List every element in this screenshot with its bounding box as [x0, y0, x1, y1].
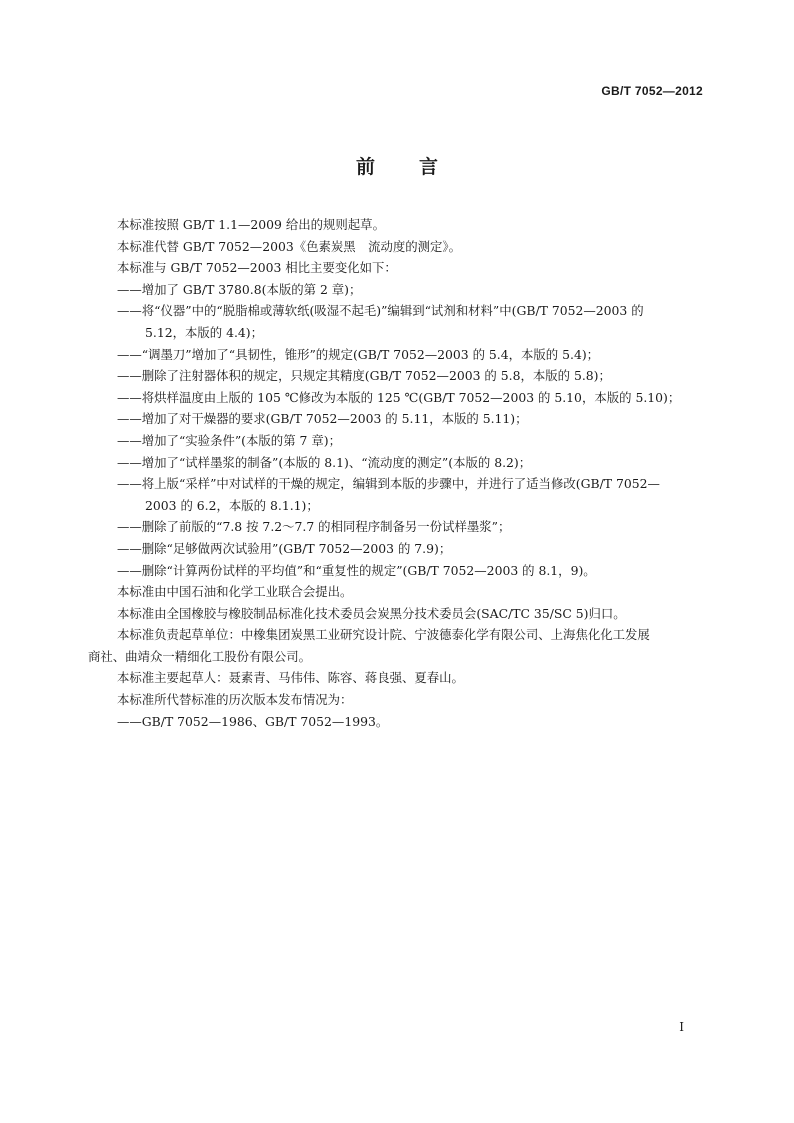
change-item: ——删除了前版的“7.8 按 7.2～7.7 的相同程序制备另一份试样墨浆”； [117, 519, 511, 535]
paragraph: 本标准由中国石油和化学工业联合会提出。 [117, 584, 353, 600]
change-item: ——删除了注射器体积的规定，只规定其精度(GB/T 7052—2003 的 5.8，本版的 5.8)； [117, 368, 611, 384]
history-item: ——GB/T 7052—1986、GB/T 7052—1993。 [117, 713, 389, 729]
paragraph: 本标准所代替标准的历次版本发布情况为： [117, 692, 353, 708]
change-item: ——增加了 GB/T 3780.8(本版的第 2 章)； [117, 281, 362, 297]
change-item: ——增加了“试样墨浆的制备”(本版的 8.1)、“流动度的测定”(本版的 8.2)； [117, 454, 532, 470]
paragraph: 本标准主要起草人：聂素青、马伟伟、陈容、蒋良强、夏春山。 [117, 670, 464, 686]
paragraph: 本标准由全国橡胶与橡胶制品标准化技术委员会炭黑分技术委员会(SAC/TC 35/SC 5)归口。 [117, 605, 626, 621]
foreword-body [88, 214, 707, 732]
paragraph: 本标准按照 GB/T 1.1—2009 给出的规则起草。 [117, 217, 385, 232]
paragraph: 本标准代替 GB/T 7052—2003《色素炭黑 流动度的测定》。 [117, 238, 461, 254]
change-item-continuation: 5.12，本版的 4.4)； [145, 324, 264, 340]
paragraph: 本标准与 GB/T 7052—2003 相比主要变化如下： [117, 260, 397, 276]
change-item: ——将上版“采样”中对试样的干燥的规定，编辑到本版的步骤中，并进行了适当修改(GB/T 7052— [117, 476, 660, 492]
change-item: ——删除“计算两份试样的平均值”和“重复性的规定”(GB/T 7052—2003 的 8.1，9)。 [117, 562, 596, 578]
change-item-continuation: 2003 的 6.2，本版的 8.1.1)； [145, 497, 319, 513]
change-item: ——将烘样温度由上版的 105 ℃修改为本版的 125 ℃(GB/T 7052—2003 的 5.10，本版的 5.10)； [117, 389, 681, 405]
paragraph-continuation: 商社、曲靖众一精细化工股份有限公司。 [88, 648, 312, 664]
paragraph: 本标准负责起草单位：中橡集团炭黑工业研究设计院、宁波德泰化学有限公司、上海焦化化工发展 [117, 627, 650, 643]
change-item: ——删除“足够做两次试验用”(GB/T 7052—2003 的 7.9)； [117, 540, 452, 556]
standard-number: GB/T 7052—2012 [601, 84, 703, 98]
page-number: I [679, 1020, 684, 1034]
change-item: ——将“仪器”中的“脱脂棉或薄软纸(吸湿不起毛)”编辑到“试剂和材料”中(GB/T 7052—2003 的 [117, 303, 644, 319]
change-item: ——增加了对干燥器的要求(GB/T 7052—2003 的 5.11，本版的 5.11)； [117, 411, 528, 427]
change-item: ——“调墨刀”增加了“具韧性，锥形”的规定(GB/T 7052—2003 的 5.4，本版的 5.4)； [117, 346, 600, 362]
change-item: ——增加了“实验条件”(本版的第 7 章)； [117, 432, 341, 448]
page-title: 前言 [355, 156, 482, 178]
